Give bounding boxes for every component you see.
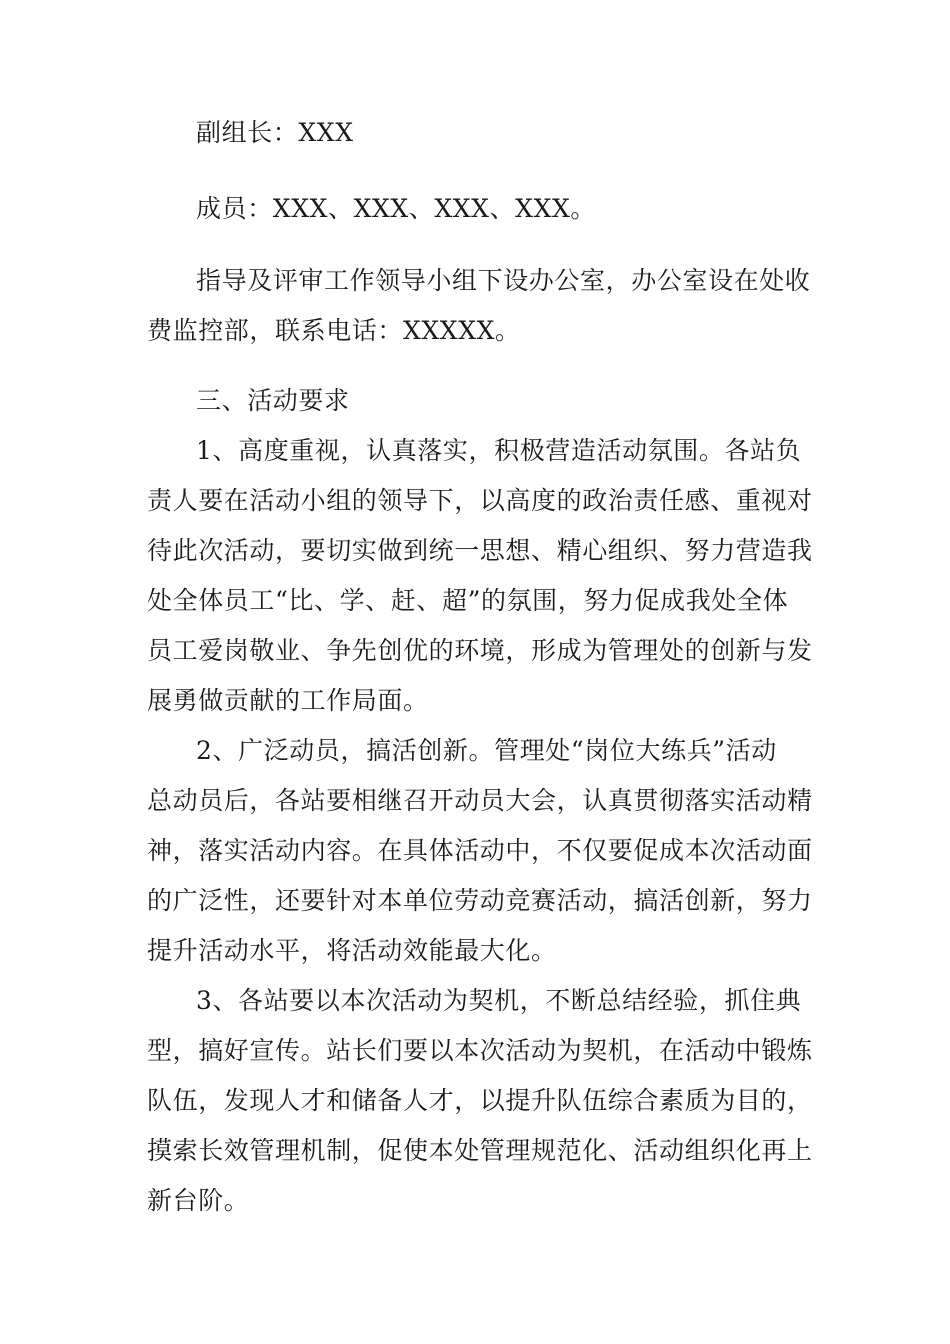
item2-line-5: 提升活动水平，将活动效能最大化。: [147, 936, 557, 965]
item3-line-5: 新台阶。: [147, 1186, 250, 1215]
item1-line-1: 1、高度重视，认真落实，积极营造活动氛围。各站负: [196, 436, 802, 465]
item2-line-1: 2、广泛动员，搞活创新。管理处“岗位大练兵”活动: [196, 736, 777, 765]
section-heading: 三、活动要求: [196, 386, 350, 415]
item2-line-3: 神，落实活动内容。在具体活动中，不仅要促成本次活动面: [147, 836, 813, 865]
item1-line-3: 待此次活动，要切实做到统一思想、精心组织、努力营造我: [147, 536, 813, 565]
item2-line-4: 的广泛性，还要针对本单位劳动竞赛活动，搞活创新，努力: [147, 886, 813, 915]
item1-line-5: 员工爱岗敬业、争先创优的环境，形成为管理处的创新与发: [147, 636, 813, 665]
deputy-leader-line: 副组长：XXX: [196, 118, 354, 147]
office-paragraph-line-1: 指导及评审工作领导小组下设办公室，办公室设在处收: [196, 266, 811, 295]
item3-line-1: 3、各站要以本次活动为契机，不断总结经验，抓住典: [196, 986, 802, 1015]
members-line: 成员：XXX、XXX、XXX、XXX。: [196, 194, 596, 223]
item1-line-4: 处全体员工“比、学、赶、超”的氛围，努力促成我处全体: [147, 586, 789, 615]
item1-line-2: 责人要在活动小组的领导下，以高度的政治责任感、重视对: [147, 486, 813, 515]
office-paragraph-line-2: 费监控部，联系电话：XXXXX。: [147, 316, 521, 345]
item3-line-4: 摸索长效管理机制，促使本处管理规范化、活动组织化再上: [147, 1136, 813, 1165]
item2-line-2: 总动员后，各站要相继召开动员大会，认真贯彻落实活动精: [147, 786, 813, 815]
item1-line-6: 展勇做贡献的工作局面。: [147, 686, 429, 715]
item3-line-3: 队伍，发现人才和储备人才，以提升队伍综合素质为目的，: [147, 1086, 813, 1115]
item3-line-2: 型，搞好宣传。站长们要以本次活动为契机，在活动中锻炼: [147, 1036, 813, 1065]
